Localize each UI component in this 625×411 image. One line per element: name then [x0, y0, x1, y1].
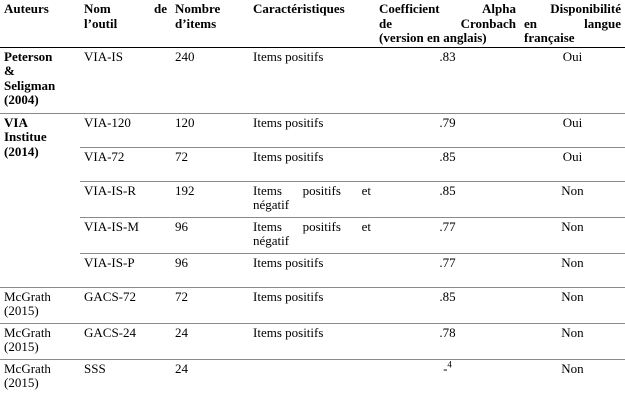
cell-items: 72	[171, 287, 249, 323]
header-alpha	[375, 0, 520, 47]
table-row	[0, 181, 625, 217]
cell-auteurs	[0, 113, 80, 287]
header-langue-word: langue	[584, 15, 621, 31]
header-auteurs: Auteurs	[0, 0, 80, 47]
cell-carac: Items positifs	[249, 253, 375, 287]
header-disponibilite-word: Disponibilité	[550, 1, 621, 16]
table-row	[0, 113, 625, 147]
cell-dispo: Oui	[562, 48, 583, 64]
author-line: (2015)	[4, 339, 39, 354]
table-row	[0, 359, 625, 395]
cell-carac: Items positifs et négatif	[249, 181, 375, 217]
cell-outil: SSS	[80, 359, 171, 395]
author-line: McGrath	[4, 324, 51, 340]
cell-items: 96	[171, 253, 249, 287]
cell-outil: VIA-IS	[84, 48, 123, 64]
alpha-value: -	[443, 360, 448, 376]
cell-outil: GACS-72	[80, 287, 171, 323]
header-nom-word: Nom	[84, 1, 111, 16]
cell-alpha: .79	[375, 113, 520, 147]
cell-items: 72	[171, 147, 249, 181]
author-line: Peterson	[4, 48, 53, 64]
cell-carac: Items positifs	[249, 323, 375, 359]
cell-alpha	[375, 359, 520, 395]
cell-outil: VIA-72	[80, 147, 171, 181]
cell-auteurs	[0, 47, 80, 113]
author-line: Seligman	[4, 77, 56, 93]
header-items-word: d’items	[175, 15, 217, 31]
table-row	[0, 47, 625, 113]
header-alpha-word: Alpha	[482, 1, 516, 16]
cell-dispo: Non	[520, 323, 625, 359]
cell-dispo: Non	[520, 217, 625, 253]
cell-auteurs	[0, 287, 80, 323]
header-nombre-word: Nombre	[175, 1, 221, 16]
author-line: (2015)	[4, 303, 39, 318]
cell-dispo: Non	[520, 253, 625, 287]
cell-dispo: Oui	[520, 113, 625, 147]
cell-auteurs	[0, 359, 80, 395]
table-row	[0, 323, 625, 359]
cell-outil: VIA-120	[80, 113, 171, 147]
header-nombre-items	[171, 0, 249, 47]
table-row	[0, 253, 625, 287]
header-francaise-word: française	[524, 30, 575, 45]
cell-carac: Items positifs	[249, 147, 375, 181]
cell-items: 192	[171, 181, 249, 217]
author-line: (2014)	[4, 143, 39, 159]
author-line: McGrath	[4, 360, 51, 376]
header-de-word2: de	[379, 15, 392, 31]
cell-dispo: Non	[520, 287, 625, 323]
table-row	[0, 147, 625, 181]
header-coefficient-word: Coefficient	[379, 1, 440, 16]
header-version-anglais: (version en anglais)	[379, 30, 487, 45]
author-line: (2004)	[4, 92, 39, 107]
cell-carac: Items positifs	[253, 48, 324, 64]
cell-items: 24	[171, 359, 249, 395]
cell-outil: VIA-IS-M	[80, 217, 171, 253]
author-line: Institue	[4, 129, 47, 144]
cell-outil: VIA-IS-P	[80, 253, 171, 287]
header-en-word: en	[524, 15, 537, 31]
cell-outil: VIA-IS-R	[80, 181, 171, 217]
cell-items: 240	[175, 48, 195, 64]
cell-alpha: .85	[375, 287, 520, 323]
cell-alpha: .78	[375, 323, 520, 359]
cell-dispo: Oui	[520, 147, 625, 181]
table-header-row	[0, 0, 625, 47]
cell-carac: Items positifs et négatif	[249, 217, 375, 253]
header-cronbach-word: Cronbach	[460, 15, 516, 31]
header-outil-word: l’outil	[84, 15, 118, 31]
cell-outil: GACS-24	[80, 323, 171, 359]
cell-alpha: .85	[375, 147, 520, 181]
table-row	[0, 217, 625, 253]
cell-carac: Items positifs	[249, 113, 375, 147]
cell-items: 24	[171, 323, 249, 359]
cell-alpha: .85	[375, 181, 520, 217]
cell-alpha: .83	[439, 48, 456, 64]
cell-dispo: Non	[520, 359, 625, 395]
cell-items: 120	[171, 113, 249, 147]
cell-alpha: .77	[375, 253, 520, 287]
author-line: VIA	[4, 114, 28, 130]
header-de-word: de	[154, 1, 167, 16]
cell-auteurs	[0, 323, 80, 359]
cell-items: 96	[171, 217, 249, 253]
cell-carac	[249, 359, 375, 395]
footnote-marker: 4	[447, 359, 452, 370]
header-nom-outil	[80, 0, 171, 47]
cell-dispo: Non	[520, 181, 625, 217]
author-line: &	[4, 63, 15, 78]
cell-carac: Items positifs	[249, 287, 375, 323]
table-row	[0, 287, 625, 323]
header-disponibilite	[520, 0, 625, 47]
header-caracteristiques: Caractéristiques	[249, 0, 375, 47]
cell-alpha: .77	[375, 217, 520, 253]
author-line: McGrath	[4, 288, 51, 304]
author-line: (2015)	[4, 375, 39, 390]
